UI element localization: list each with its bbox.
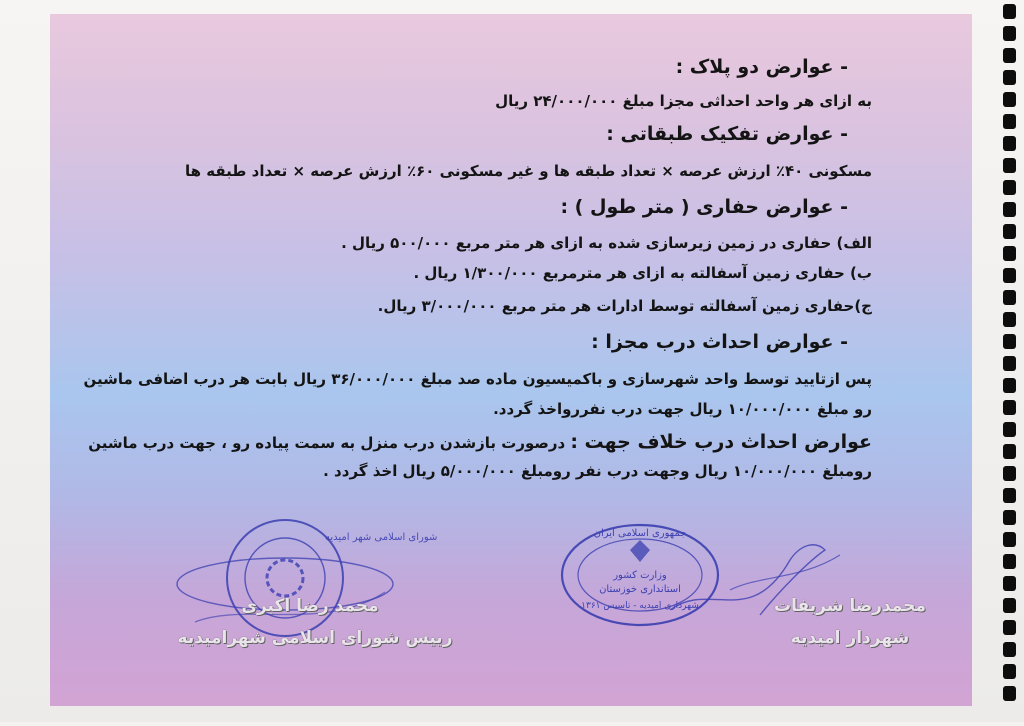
binder-hole bbox=[1003, 422, 1016, 437]
heading-two-plaque: - عوارض دو پلاک : bbox=[675, 56, 848, 78]
gov-stamp-line3: شهرداری امیدیه - تاسیس ۱۳۶۱ bbox=[581, 601, 699, 611]
binder-hole bbox=[1003, 290, 1016, 305]
binder-hole bbox=[1003, 224, 1016, 239]
binder-hole bbox=[1003, 312, 1016, 327]
gov-stamp-line1: وزارت کشور bbox=[613, 570, 667, 581]
binder-hole bbox=[1003, 4, 1016, 19]
binder-hole bbox=[1003, 686, 1016, 701]
binder-holes bbox=[994, 0, 1024, 726]
binder-hole bbox=[1003, 576, 1016, 591]
binder-hole bbox=[1003, 202, 1016, 217]
wrong-direction-block bbox=[88, 431, 872, 453]
binder-hole bbox=[1003, 70, 1016, 85]
binder-hole bbox=[1003, 114, 1016, 129]
text-digging-c: ج)حفاری زمین آسفالته توسط ادارات هر متر مربع ۳/۰۰۰/۰۰۰ ریال. bbox=[377, 297, 872, 315]
binder-hole bbox=[1003, 620, 1016, 635]
text-floor-separation: مسکونی ۴۰٪ ارزش عرصه × تعداد طبقه ها و غیر مسکونی ۶۰٪ ارزش عرصه × تعداد طبقه ها bbox=[185, 162, 872, 180]
text-digging-b: ب) حفاری زمین آسفالته به ازای هر مترمربع ۱/۳۰۰/۰۰۰ ریال . bbox=[413, 264, 872, 282]
gov-stamp-line2: استانداری خوزستان bbox=[599, 584, 681, 595]
text-separate-door-2: رو مبلغ ۱۰/۰۰۰/۰۰۰ ریال جهت درب نفررواخذ گردد. bbox=[493, 400, 872, 418]
heading-wrong-direction: عوارض احداث درب خلاف جهت : bbox=[570, 431, 872, 453]
text-wrong-direction-1: درصورت بازشدن درب منزل به سمت پیاده رو ، جهت درب ماشین bbox=[88, 434, 566, 452]
binder-hole bbox=[1003, 246, 1016, 261]
binder-hole bbox=[1003, 488, 1016, 503]
binder-hole bbox=[1003, 92, 1016, 107]
binder-hole bbox=[1003, 532, 1016, 547]
binder-hole bbox=[1003, 466, 1016, 481]
council-stamp bbox=[175, 522, 438, 642]
binder-hole bbox=[1003, 48, 1016, 63]
binder-hole bbox=[1003, 664, 1016, 679]
binder-hole bbox=[1003, 642, 1016, 657]
binder-hole bbox=[1003, 158, 1016, 173]
binder-hole bbox=[1003, 268, 1016, 283]
binder-hole bbox=[1003, 26, 1016, 41]
binder-hole bbox=[1003, 180, 1016, 195]
binder-hole bbox=[1003, 510, 1016, 525]
binder-hole bbox=[1003, 554, 1016, 569]
council-head-name: محمد رضا اکبری bbox=[241, 596, 379, 616]
council-stamp-text: شورای اسلامی شهر امیدیه bbox=[325, 532, 438, 543]
binder-hole bbox=[1003, 378, 1016, 393]
council-head-title: رییس شورای اسلامی شهرامیدیه bbox=[177, 628, 453, 648]
binder-hole bbox=[1003, 444, 1016, 459]
binder-hole bbox=[1003, 598, 1016, 613]
text-wrong-direction-2: رومبلغ ۱۰/۰۰۰/۰۰۰ ریال وجهت درب نفر رومبلغ ۵/۰۰۰/۰۰۰ ریال اخذ گردد . bbox=[323, 462, 872, 480]
heading-separate-door: - عوارض احداث درب مجزا : bbox=[591, 331, 848, 353]
mayor-name: محمدرضا شریفات bbox=[774, 596, 926, 616]
binder-hole bbox=[1003, 356, 1016, 371]
binder-hole bbox=[1003, 334, 1016, 349]
government-stamp bbox=[560, 520, 850, 635]
text-separate-door-1: پس ازتایید توسط واحد شهرسازی و باکمیسیون ماده صد مبلغ ۳۶/۰۰۰/۰۰۰ ریال بابت هر درب اضافی ماشین bbox=[83, 370, 872, 388]
binder-hole bbox=[1003, 400, 1016, 415]
mayor-title: شهردار امیدیه bbox=[790, 628, 910, 648]
text-two-plaque: به ازای هر واحد احداثی مجزا مبلغ ۲۴/۰۰۰/۰۰۰ ریال bbox=[495, 92, 872, 110]
heading-digging: - عوارض حفاری ( متر طول ) : bbox=[560, 196, 848, 218]
heading-floor-separation: - عوارض تفکیک طبقاتی : bbox=[606, 123, 848, 145]
text-digging-a: الف) حفاری در زمین زیرسازی شده به ازای هر متر مربع ۵۰۰/۰۰۰ ریال . bbox=[341, 234, 872, 252]
gov-stamp-top: جمهوری اسلامی ایران bbox=[593, 528, 687, 539]
binder-hole bbox=[1003, 136, 1016, 151]
